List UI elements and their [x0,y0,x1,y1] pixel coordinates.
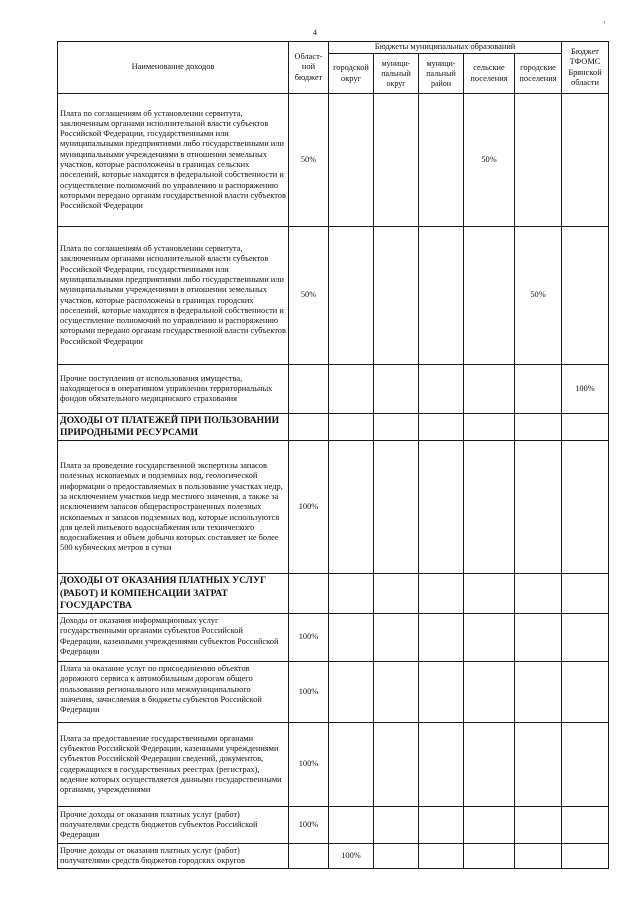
row-urban-value [515,807,562,844]
row-regional-value: 100% [289,614,329,662]
row-mun-okrug-value [374,94,419,227]
row-city-value [329,614,374,662]
table-row [58,662,609,723]
row-rural-value [464,441,515,574]
row-urban-value [515,614,562,662]
header-rural-settlements: сельские поселения [464,54,515,94]
row-mun-rayon-value [419,844,464,869]
header-tfoms-budget: Бюджет ТФОМС Брянской области [562,42,609,94]
row-regional-value: 100% [289,441,329,574]
header-urban-settlements: городские поселения [515,54,562,94]
row-mun-okrug-value [374,614,419,662]
row-mun-okrug-value [374,662,419,723]
row-mun-okrug-value [374,441,419,574]
row-urban-value [515,441,562,574]
row-tfoms-value [562,807,609,844]
row-urban-value: 50% [515,227,562,365]
row-rural-value [464,807,515,844]
header-name: Наименование доходов [58,42,289,94]
revenue-distribution-table [57,41,608,866]
corner-mark: ’ [603,20,606,29]
row-tfoms-value [562,441,609,574]
row-tfoms-value [562,227,609,365]
row-mun-okrug-value [374,723,419,807]
table-row [58,441,609,574]
row-tfoms-value [562,94,609,227]
row-urban-value [515,844,562,869]
row-regional-value: 100% [289,662,329,723]
row-name: Плата по соглашениям об установлении сервитута, заключенным органами исполнительной власти субъектов Российской Федерации, государственными или муниципальными предприятиями либо государственными или муниципальными учреждениями в отношении земельных участков, которые расположены в границах городских поселений, которые находятся в федеральной собственности и осуществление полномочий по управлению и распоряжению которыми передано органам государственной власти субъектов Российской Федерации [58,227,289,365]
row-mun-rayon-value [419,441,464,574]
row-rural-value [464,365,515,414]
row-city-value [329,807,374,844]
row-regional-value [289,365,329,414]
row-name: Плата за проведение государственной экспертизы запасов полезных ископаемых и подземных вод, геологической информации о предоставляемых в пользование участках недр, за исключением участков недр местного значения, а также за исключением запасов общераспространенных полезных ископаемых и запасов подземных вод, которые используются для целей питьевого водоснабжения или технического водоснабжения и объем добычи которых составляет не более 500 кубических метров в сутки [58,441,289,574]
row-mun-okrug-value [374,365,419,414]
header-municipal-budgets: Бюджеты муниципальных образований [329,42,562,54]
row-urban-value [515,723,562,807]
row-name: Прочие доходы от оказания платных услуг (работ) получателями средств бюджетов городских округов [58,844,289,869]
row-city-value [329,365,374,414]
row-tfoms-value [562,723,609,807]
table-row [58,365,609,414]
table-row [58,723,609,807]
row-rural-value: 50% [464,94,515,227]
row-rural-value [464,723,515,807]
row-rural-value [464,227,515,365]
row-tfoms-value: 100% [562,365,609,414]
row-city-value: 100% [329,844,374,869]
row-regional-value [289,844,329,869]
row-regional-value: 50% [289,227,329,365]
row-regional-value: 100% [289,807,329,844]
row-mun-okrug-value [374,227,419,365]
row-name: Плата за оказание услуг по присоединению объектов дорожного сервиса к автомобильным дорогам общего пользования регионального или межмуниципального значения, зачисляемая в бюджеты субъектов Российской Федерации [58,662,289,723]
row-urban-value [515,94,562,227]
row-name: Прочие доходы от оказания платных услуг (работ) получателями средств бюджетов субъектов Российской Федерации [58,807,289,844]
table-row [58,94,609,227]
row-mun-rayon-value [419,723,464,807]
table-row [58,807,609,844]
row-mun-rayon-value [419,227,464,365]
row-mun-okrug-value [374,807,419,844]
header-city-district: городской округ [329,54,374,94]
row-name: Доходы от оказания информационных услуг государственными органами субъектов Российской Федерации, казенными учреждениями субъектов Российской Федерации [58,614,289,662]
row-tfoms-value [562,614,609,662]
row-city-value [329,94,374,227]
section-heading: ДОХОДЫ ОТ ПЛАТЕЖЕЙ ПРИ ПОЛЬЗОВАНИИ ПРИРОДНЫМИ РЕСУРСАМИ [58,414,289,441]
row-regional-value: 100% [289,723,329,807]
row-urban-value [515,662,562,723]
section-row [58,414,609,441]
table-row [58,844,609,869]
section-row [58,574,609,614]
row-city-value [329,227,374,365]
row-name: Прочие поступления от использования имущества, находящегося в оперативном управлении территориальных фондов обязательного медицинского страхования [58,365,289,414]
table-row [58,614,609,662]
header-municipal-rayon: муници-пальный район [419,54,464,94]
section-heading: ДОХОДЫ ОТ ОКАЗАНИЯ ПЛАТНЫХ УСЛУГ (РАБОТ) И КОМПЕНСАЦИИ ЗАТРАТ ГОСУДАРСТВА [58,574,289,614]
row-rural-value [464,614,515,662]
header-municipal-okrug: муници-пальный округ [374,54,419,94]
row-mun-rayon-value [419,807,464,844]
row-city-value [329,662,374,723]
row-name: Плата за предоставление государственными органами субъектов Российской Федерации, казенными учреждениями субъектов Российской Федерации сведений, документов, содержащихся в государственных реестрах (регистрах), ведение которых осуществляется данными государственными органами, учреждениями [58,723,289,807]
row-rural-value [464,662,515,723]
row-mun-okrug-value [374,844,419,869]
row-name: Плата по соглашениям об установлении сервитута, заключенным органами исполнительной власти субъектов Российской Федерации, государственными или муниципальными предприятиями либо государственными или муниципальными учреждениями в отношении земельных участков, которые расположены в границах сельских поселений, которые находятся в федеральной собственности и осуществление полномочий по управлению и распоряжению которыми передано органам государственной власти субъектов Российской Федерации [58,94,289,227]
row-city-value [329,723,374,807]
row-tfoms-value [562,844,609,869]
row-rural-value [464,844,515,869]
table-row [58,227,609,365]
row-regional-value: 50% [289,94,329,227]
row-urban-value [515,365,562,414]
row-mun-rayon-value [419,94,464,227]
row-mun-rayon-value [419,662,464,723]
header-regional-budget: Област-ной бюджет [289,42,329,94]
row-city-value [329,441,374,574]
row-mun-rayon-value [419,614,464,662]
row-mun-rayon-value [419,365,464,414]
page-number: 4 [313,28,317,37]
row-tfoms-value [562,662,609,723]
